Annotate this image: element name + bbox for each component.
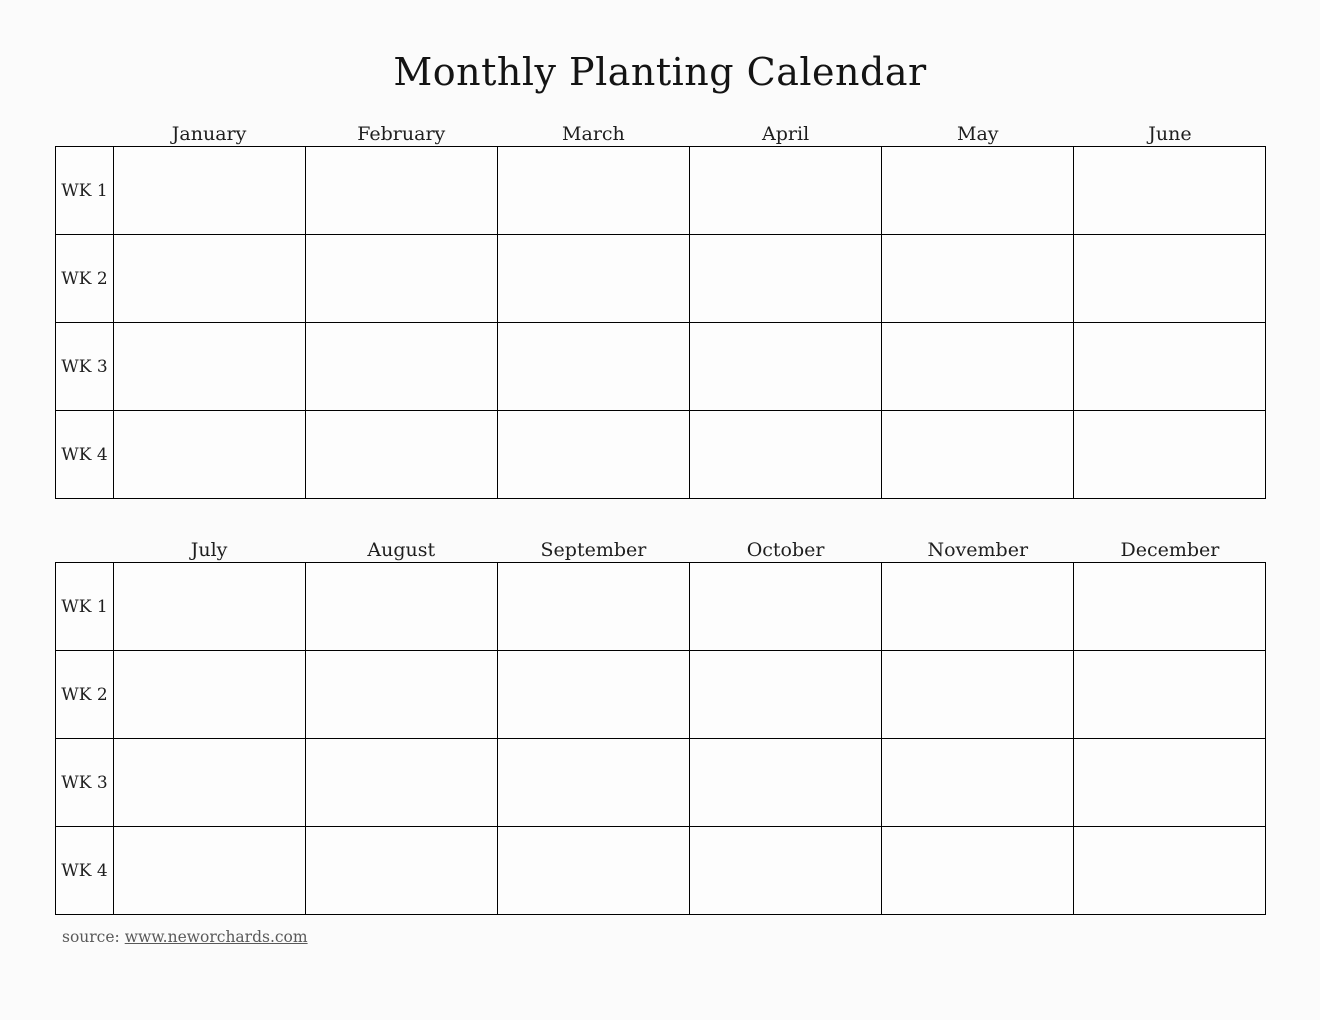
calendar-cell [882, 563, 1074, 651]
month-header-december: December [1120, 538, 1220, 561]
calendar-cell [690, 739, 882, 827]
month-header-september: September [540, 538, 647, 561]
calendar-cell [114, 563, 306, 651]
week-label-wk4: WK 4 [56, 827, 114, 915]
calendar-cell [306, 739, 498, 827]
calendar-cell [306, 411, 498, 499]
calendar-cell [882, 651, 1074, 739]
table-row-wk1 [56, 563, 1266, 651]
month-header-june: June [1148, 122, 1192, 145]
week-label-wk1: WK 1 [56, 563, 114, 651]
calendar-cell [498, 739, 690, 827]
calendar-cell [1074, 147, 1266, 235]
calendar-cell [1074, 827, 1266, 915]
calendar-cell [1074, 411, 1266, 499]
table-row-wk3 [56, 739, 1266, 827]
table-row-wk1 [56, 147, 1266, 235]
calendar-cell [690, 147, 882, 235]
calendar-cell [306, 323, 498, 411]
calendar-cell [306, 235, 498, 323]
month-header-february: February [357, 122, 446, 145]
calendar-first-half [55, 121, 1266, 499]
table-row-wk2 [56, 235, 1266, 323]
calendar-cell [498, 147, 690, 235]
calendar-cell [306, 147, 498, 235]
week-label-wk1: WK 1 [56, 147, 114, 235]
calendar-cell [690, 411, 882, 499]
page-title: Monthly Planting Calendar [393, 50, 927, 94]
month-header-may: May [957, 122, 999, 145]
calendar-cell [114, 739, 306, 827]
table-row-wk4 [56, 411, 1266, 499]
month-header-row [55, 537, 1266, 562]
calendar-cell [114, 147, 306, 235]
calendar-cell [1074, 323, 1266, 411]
month-header-october: October [746, 538, 825, 561]
calendar-cell [114, 411, 306, 499]
calendar-cell [114, 651, 306, 739]
week-label-wk3: WK 3 [56, 739, 114, 827]
calendar-second-half [55, 537, 1266, 915]
calendar-table-second-half [55, 562, 1266, 915]
calendar-cell [882, 411, 1074, 499]
table-row-wk3 [56, 323, 1266, 411]
calendar-cell [498, 323, 690, 411]
calendar-cell [114, 235, 306, 323]
calendar-cell [306, 651, 498, 739]
week-label-wk3: WK 3 [56, 323, 114, 411]
month-header-july: July [190, 538, 228, 561]
week-label-wk2: WK 2 [56, 235, 114, 323]
month-header-november: November [927, 538, 1029, 561]
calendar-cell [498, 827, 690, 915]
calendar-cell [690, 563, 882, 651]
calendar-cell [1074, 235, 1266, 323]
calendar-cell [1074, 651, 1266, 739]
calendar-cell [306, 563, 498, 651]
month-header-march: March [562, 122, 625, 145]
table-row-wk4 [56, 827, 1266, 915]
calendar-cell [498, 651, 690, 739]
source-line [62, 928, 308, 946]
calendar-cell [690, 235, 882, 323]
source-link[interactable]: www.neworchards.com [124, 928, 308, 946]
calendar-cell [1074, 739, 1266, 827]
calendar-table-first-half [55, 146, 1266, 499]
calendar-cell [690, 827, 882, 915]
source-label: source: [62, 928, 120, 946]
calendar-cell [498, 411, 690, 499]
calendar-cell [690, 651, 882, 739]
month-header-january: January [171, 122, 247, 145]
calendar-cell [882, 235, 1074, 323]
calendar-cell [498, 563, 690, 651]
table-row-wk2 [56, 651, 1266, 739]
month-header-april: April [762, 122, 810, 145]
calendar-cell [114, 827, 306, 915]
calendar-cell [1074, 563, 1266, 651]
calendar-cell [882, 323, 1074, 411]
month-header-row [55, 121, 1266, 146]
calendar-cell [690, 323, 882, 411]
calendar-cell [306, 827, 498, 915]
calendar-cell [882, 147, 1074, 235]
calendar-cell [882, 827, 1074, 915]
calendar-cell [114, 323, 306, 411]
calendar-cell [498, 235, 690, 323]
week-label-wk2: WK 2 [56, 651, 114, 739]
month-header-august: August [367, 538, 436, 561]
week-label-wk4: WK 4 [56, 411, 114, 499]
calendar-cell [882, 739, 1074, 827]
